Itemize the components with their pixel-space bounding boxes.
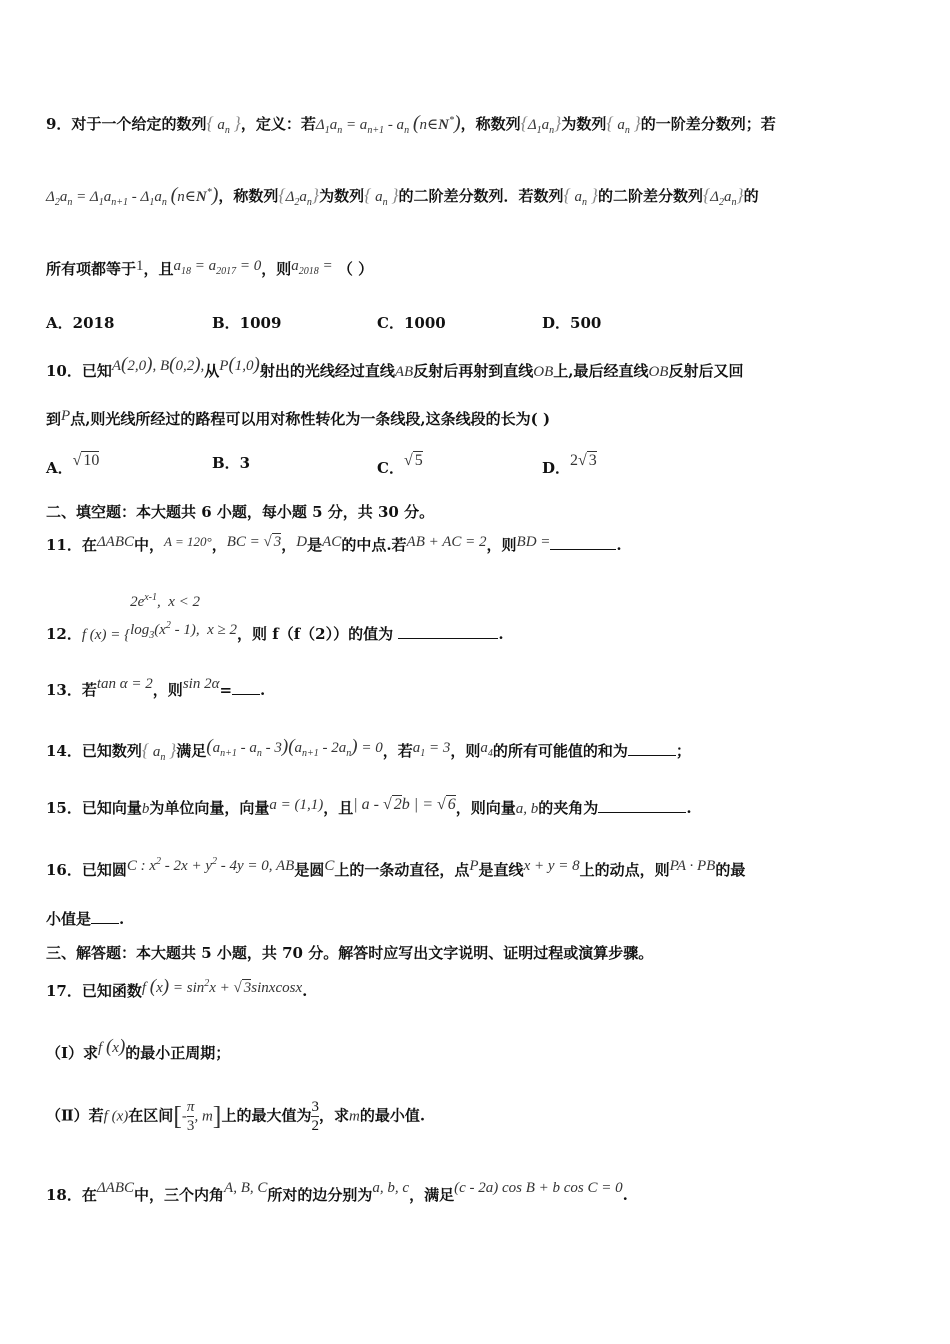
q12-answer-blank[interactable] <box>398 624 498 639</box>
q17: 17．已知函数f $(x) = \sin^2x$ + √ 3sinxcosx. <box>46 976 308 1000</box>
q12: 12．f $(x) = \{2e^{x-1}$, x < 2 $\log_3(x^2 - 1)$, x ≥ 2，则 f（f（2））的值为 . <box>46 592 504 643</box>
q9-line3: 所有项都等于1，且$a_{18} = a_{2017} = 0$，则$a_{2018}$ = （ ） <box>46 258 374 278</box>
q10-line2: 到P点,则光线所经过的路程可以用对称性转化为一条线段,这条线段的长为( ) <box>46 408 551 428</box>
q14: 14．已知数列{ $a_n$ }满足$(a_{n+1} - a_n - 3)(a_{n+1} - 2a_n) = 0$，若$a_1 = 3$，则$a_4$的所有可能值的和为 ； <box>46 736 691 763</box>
q10-option-b[interactable]: B．3 <box>212 454 251 472</box>
q13-answer-blank[interactable] <box>232 680 260 695</box>
q9-option-c[interactable]: C．1000 <box>377 314 446 332</box>
q10-line1: 10．已知A(2,0), B(0,2),从P(1,0)射出的光线经过直线AB反射后再射到直线OB上,最后经直线OB反射后又回 <box>46 354 744 380</box>
q10-option-a[interactable]: A．√ 10 <box>46 452 100 477</box>
q17-part-ii: （Ⅱ）若f (x)在区间[- $\frac{\pi}{3}$ , m]上的最大值为 $\frac{3}{2}$ ，求m的最小值. <box>46 1099 426 1134</box>
q10-option-d[interactable]: D．2√ 3 <box>542 452 597 477</box>
q11: 11．在ΔABC中，A = 120°，BC = √ 3，D是AC的中点.若AB + AC = 2，则BD = . <box>46 534 622 554</box>
q9-option-b[interactable]: B．1009 <box>212 314 282 332</box>
q16-line2: 小值是 . <box>46 910 125 928</box>
q16-line1: 16．已知圆C : $x^2 - 2x + y^2 - 4y = 0$, AB是圆C上的一条动直径，点P是直线x + y = 8上的动点，则PA · PB的最 <box>46 856 746 879</box>
q15-answer-blank[interactable] <box>598 798 686 813</box>
formula-delta1: $\Delta_1a_n = a_{n+1} - a_n$ (n∈N*) <box>315 112 461 136</box>
section-2-heading: 二、填空题：本大题共 6 小题，每小题 5 分，共 30 分。 <box>46 503 435 521</box>
q9-line1: 9．对于一个给定的数列{ $a_n$ }，定义：若$\Delta_1a_n = a_{n+1} - a_n$ (n∈N*)，称数列$\{\Delta_1a_n\}$为数列{ $a_n$ }的一阶差分数列；若 <box>46 112 776 136</box>
formula-delta2: $\Delta_2a_n = \Delta_1a_{n+1} - \Delta_1a_n$ (n∈N*) <box>46 184 219 208</box>
q13: 13．若tan α = 2，则sin 2α= . <box>46 676 266 699</box>
q14-answer-blank[interactable] <box>628 741 676 756</box>
section-3-heading: 三、解答题：本大题共 5 小题，共 70 分。解答时应写出文字说明、证明过程或演算步骤。 <box>46 944 654 962</box>
q17-part-i: （Ⅰ）求f (x)的最小正周期； <box>46 1036 231 1062</box>
q11-answer-blank[interactable] <box>550 535 616 550</box>
q9-line2: $\Delta_2a_n = \Delta_1a_{n+1} - \Delta_1a_n$ (n∈N*)，称数列$\{\Delta_2a_n\}$为数列{ $a_n$ }的二阶差分数列．若数列{ $a_n$ }的二阶差分数列$\{\Delta_2a_n\}$的 <box>46 184 759 208</box>
q10-option-c[interactable]: C．√ 5 <box>377 452 423 477</box>
q15: 15．已知向量b为单位向量，向量a = (1,1)，且| a - √ 2b | = √ 6，则向量a, b的夹角为 . <box>46 796 692 817</box>
q18: 18．在ΔABC中，三个内角A, B, C所对的边分别为a, b, c，满足(c - 2a) cos B + b cos C = 0. <box>46 1180 628 1204</box>
q16-answer-blank[interactable] <box>91 909 119 924</box>
q9-option-a[interactable]: A．2018 <box>46 314 115 332</box>
formula-an: { $a_n$ } <box>206 113 241 136</box>
q9-option-d[interactable]: D．500 <box>542 314 602 332</box>
